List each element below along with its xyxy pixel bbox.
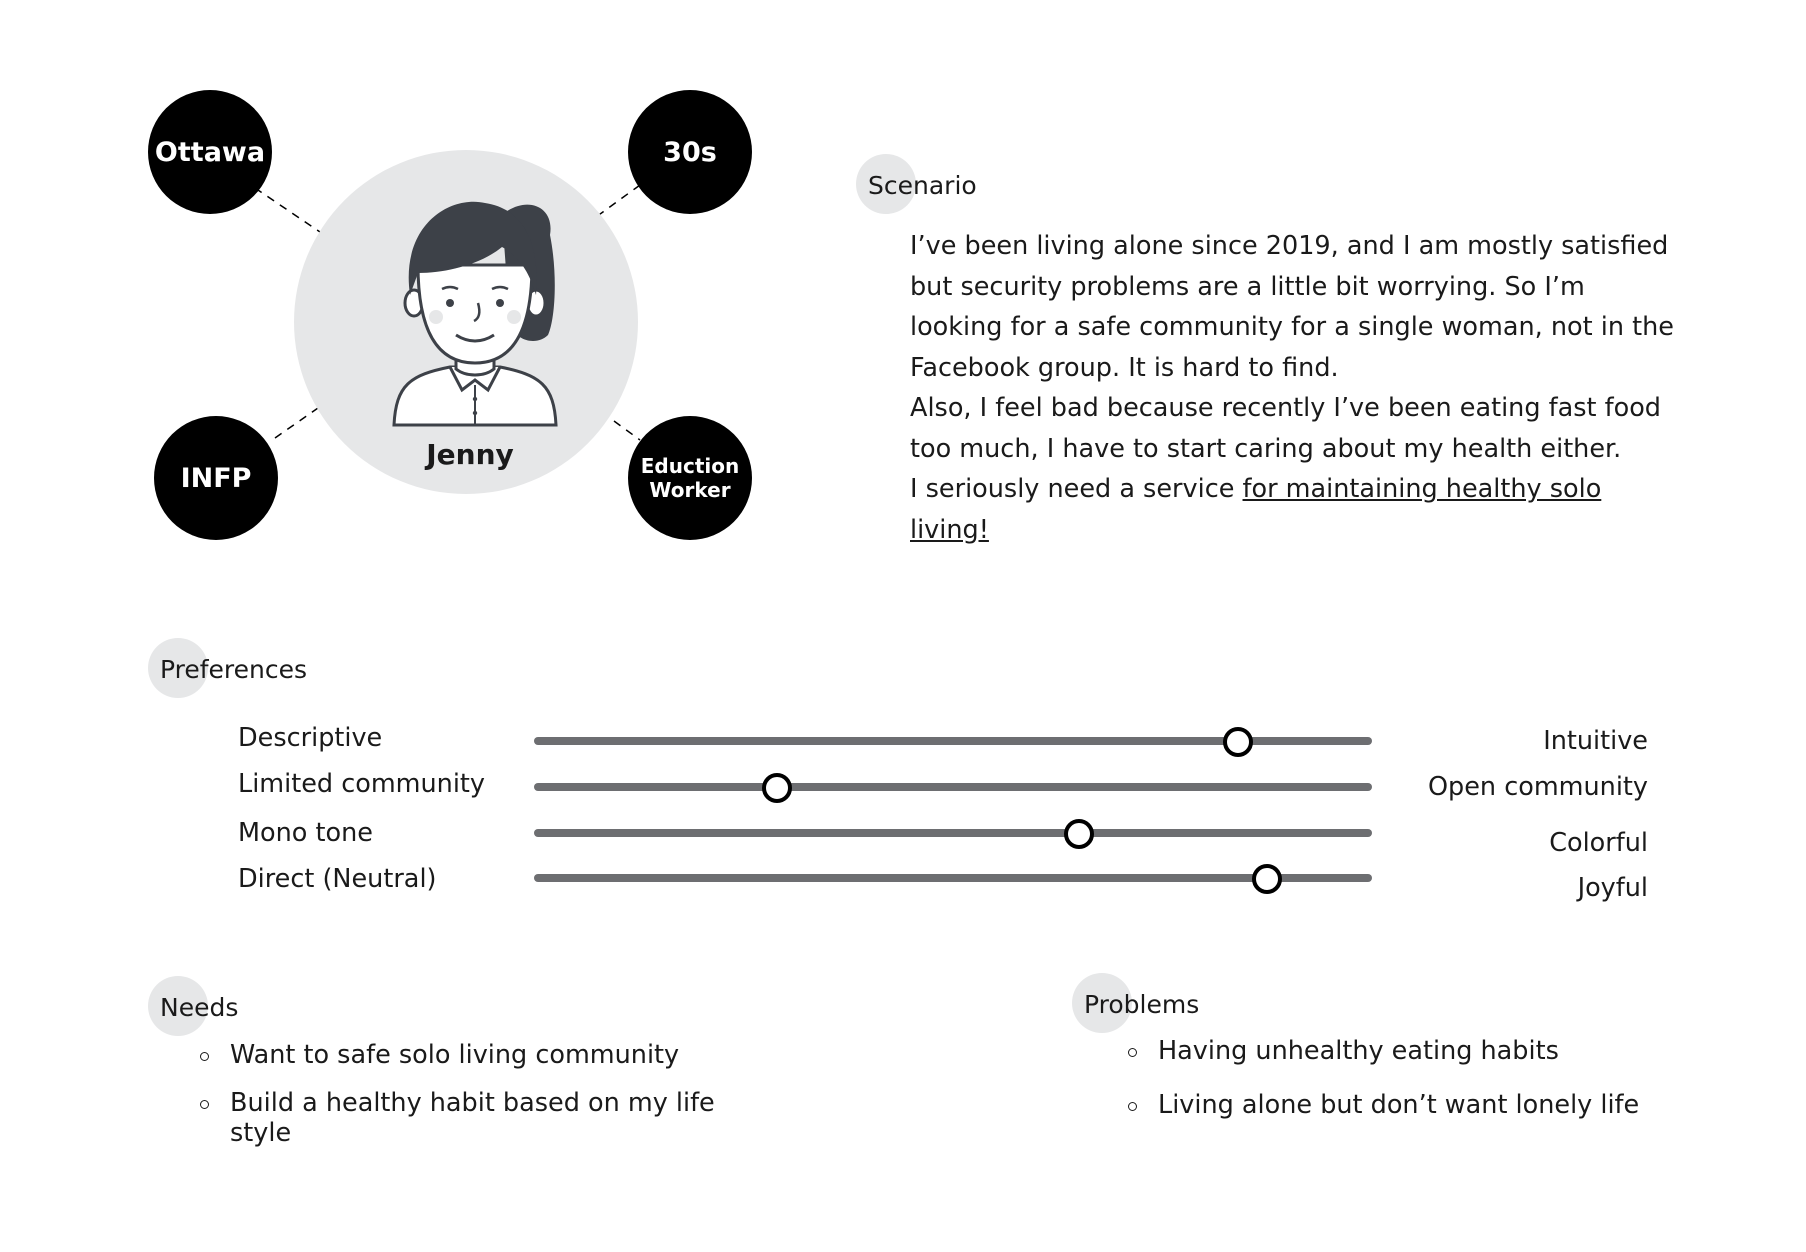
needs-heading: Needs [160,993,239,1022]
problems-item-text: Living alone but don’t want lonely life [1158,1090,1640,1120]
mbti-tag: INFP [154,416,278,540]
occupation-line-1: Eduction [640,454,740,478]
preferences-heading: Preferences [160,655,308,684]
needs-item-text: Want to safe solo living community [230,1040,680,1070]
persona-avatar-icon [390,185,560,431]
preference-slider-knob[interactable] [1223,727,1253,757]
list-item [1128,1090,1688,1120]
preference-slider-track[interactable] [534,874,1372,882]
scenario-paragraph-3 [910,469,1680,550]
preference-right-label: Intuitive [1543,726,1648,756]
preference-left-label: Mono tone [238,818,373,848]
location-tag: Ottawa [148,90,272,214]
preference-right-label: Joyful [1577,873,1648,903]
preference-right-label: Open community [1427,772,1648,802]
scenario-heading: Scenario [868,171,977,200]
scenario-paragraph-2: Also, I feel bad because recently I’ve been eating fast food too much, I have to start caring about my health either. [910,393,1661,464]
preference-left-label: Direct (Neutral) [238,864,437,894]
persona-name: Jenny [426,438,514,471]
problems-item-text: Having unhealthy eating habits [1158,1036,1559,1066]
bullet-icon [1128,1048,1137,1057]
age-tag: 30s [628,90,752,214]
preference-right-label: Colorful [1549,828,1648,858]
list-item [1128,1036,1688,1066]
list-item [200,1040,740,1070]
preference-slider-track[interactable] [534,783,1372,791]
preference-left-label: Limited community [238,769,485,799]
preference-slider-knob[interactable] [762,773,792,803]
scenario-body [910,226,1680,550]
preference-left-label: Descriptive [238,723,383,753]
scenario-paragraph-3-text: I seriously need a service [910,474,1243,504]
occupation-line-2: Worker [649,478,731,502]
bullet-icon [200,1052,209,1061]
preference-slider-knob[interactable] [1064,819,1094,849]
list-item [200,1088,740,1148]
needs-list [200,1040,740,1148]
bullet-icon [1128,1102,1137,1111]
problems-list [1128,1036,1688,1120]
preference-slider-track[interactable] [534,829,1372,837]
occupation-tag [628,416,752,540]
needs-item-text: Build a healthy habit based on my life style [230,1088,715,1148]
preference-slider-knob[interactable] [1252,864,1282,894]
bullet-icon [200,1100,209,1109]
scenario-paragraph-1: I’ve been living alone since 2019, and I am mostly satisfied but security problems are a little bit worrying. So I’m looking for a safe community for a single woman, not in the Facebook group. It is hard to find. [910,231,1674,383]
problems-heading: Problems [1084,990,1200,1019]
scenario-emphasis: for maintaining healthy solo living! [910,474,1602,545]
